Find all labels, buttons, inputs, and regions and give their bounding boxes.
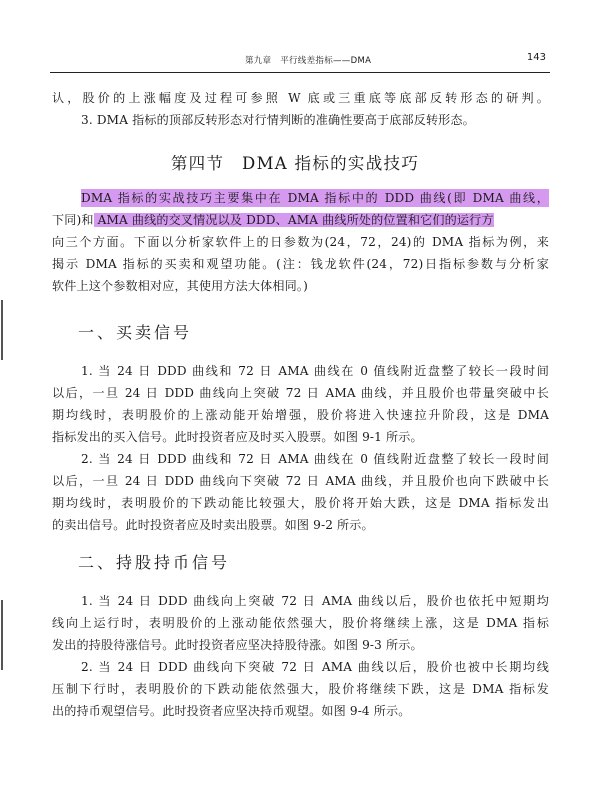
body-line: 1. 当 24 日 DDD 曲线和 72 日 AMA 曲线在 0 值线附近盘整了较长一段时间 [81,364,549,378]
body-line: 向三个方面。下面以分析家软件上的日参数为(24，72，24)的 DMA 指标为例，来 [52,235,549,249]
body-line-mixed [52,211,494,229]
body-line: 认，股价的上涨幅度及过程可参照 W 底或三重底等底部反转形态的研判。 [52,91,549,105]
body-line: 指标发出的买入信号。此时投资者应及时买入股票。如图 9-1 所示。 [52,430,423,444]
body-line: 揭示 DMA 指标的买卖和观望功能。(注：钱龙软件(24，72)日指标参数与分析家 [52,257,549,271]
body-line: 的卖出信号。此时投资者应及时卖出股票。如图 9-2 所示。 [52,518,374,532]
body-line: 线向上运行时，表明股价的上涨动能依然强大，股价将继续上涨，这是 DMA 指标 [52,616,549,630]
body-line: 期均线时，表明股价的下跌动能比较强大，股价将开始大跌，这是 DMA 指标发出 [52,496,549,510]
body-line: 2. 当 24 日 DDD 曲线和 72 日 AMA 曲线在 0 值线附近盘整了较长一段时间 [81,452,549,466]
body-line: 以后，一旦 24 日 DDD 曲线向上突破 72 日 AMA 曲线，并且股价也带量突破中长 [52,386,549,400]
body-line: 压制下行时，表明股价的下跌动能依然强大，股价将继续下跌，这是 DMA 指标发 [52,682,549,696]
body-line: 出的持币观望信号。此时投资者应坚决持币观望。如图 9-4 所示。 [52,704,411,718]
body-line: 3. DMA 指标的顶部反转形态对行情判断的准确性要高于底部反转形态。 [81,113,475,127]
body-line: 2. 当 24 日 DDD 曲线向下突破 72 日 AMA 曲线以后，股价也被中长期均线 [81,660,549,674]
section-title: 第四节 DMA 指标的实战技巧 [170,154,420,173]
line-prefix: 下同)和 [52,213,94,227]
running-header [50,50,550,73]
subheading-hold: 二、持股持币信号 [78,553,231,572]
running-title: 第九章 平行线差指标——DMA [245,56,372,66]
highlighted-span: AMA 曲线的交叉情况以及 DDD、AMA 曲线所处的位置和它们的运行方 [93,213,494,227]
body-line: 以后，一旦 24 日 DDD 曲线向下突破 72 日 AMA 曲线，并且股价也向下跌破中长 [52,474,549,488]
highlighted-line: DMA 指标的实战技巧主要集中在 DMA 指标中的 DDD 曲线(即 DMA 曲线， [81,191,549,205]
scan-edge-mark [1,300,3,360]
body-line: 发出的持股待涨信号。此时投资者应坚决持股待涨。如图 9-3 所示。 [52,638,423,652]
body-line: 期均线时，表明股价的上涨动能开始增强，股价将进入快速拉升阶段，这是 DMA [52,408,549,422]
body-line: 1. 当 24 日 DDD 曲线向上突破 72 日 AMA 曲线以后，股价也依托中短期均 [81,594,549,608]
subheading-buy-sell: 一、买卖信号 [78,323,193,342]
page-number: 143 [526,52,546,63]
scan-edge-mark [1,600,3,670]
body-line: 软件上这个参数相对应，其使用方法大体相同。) [52,279,308,293]
